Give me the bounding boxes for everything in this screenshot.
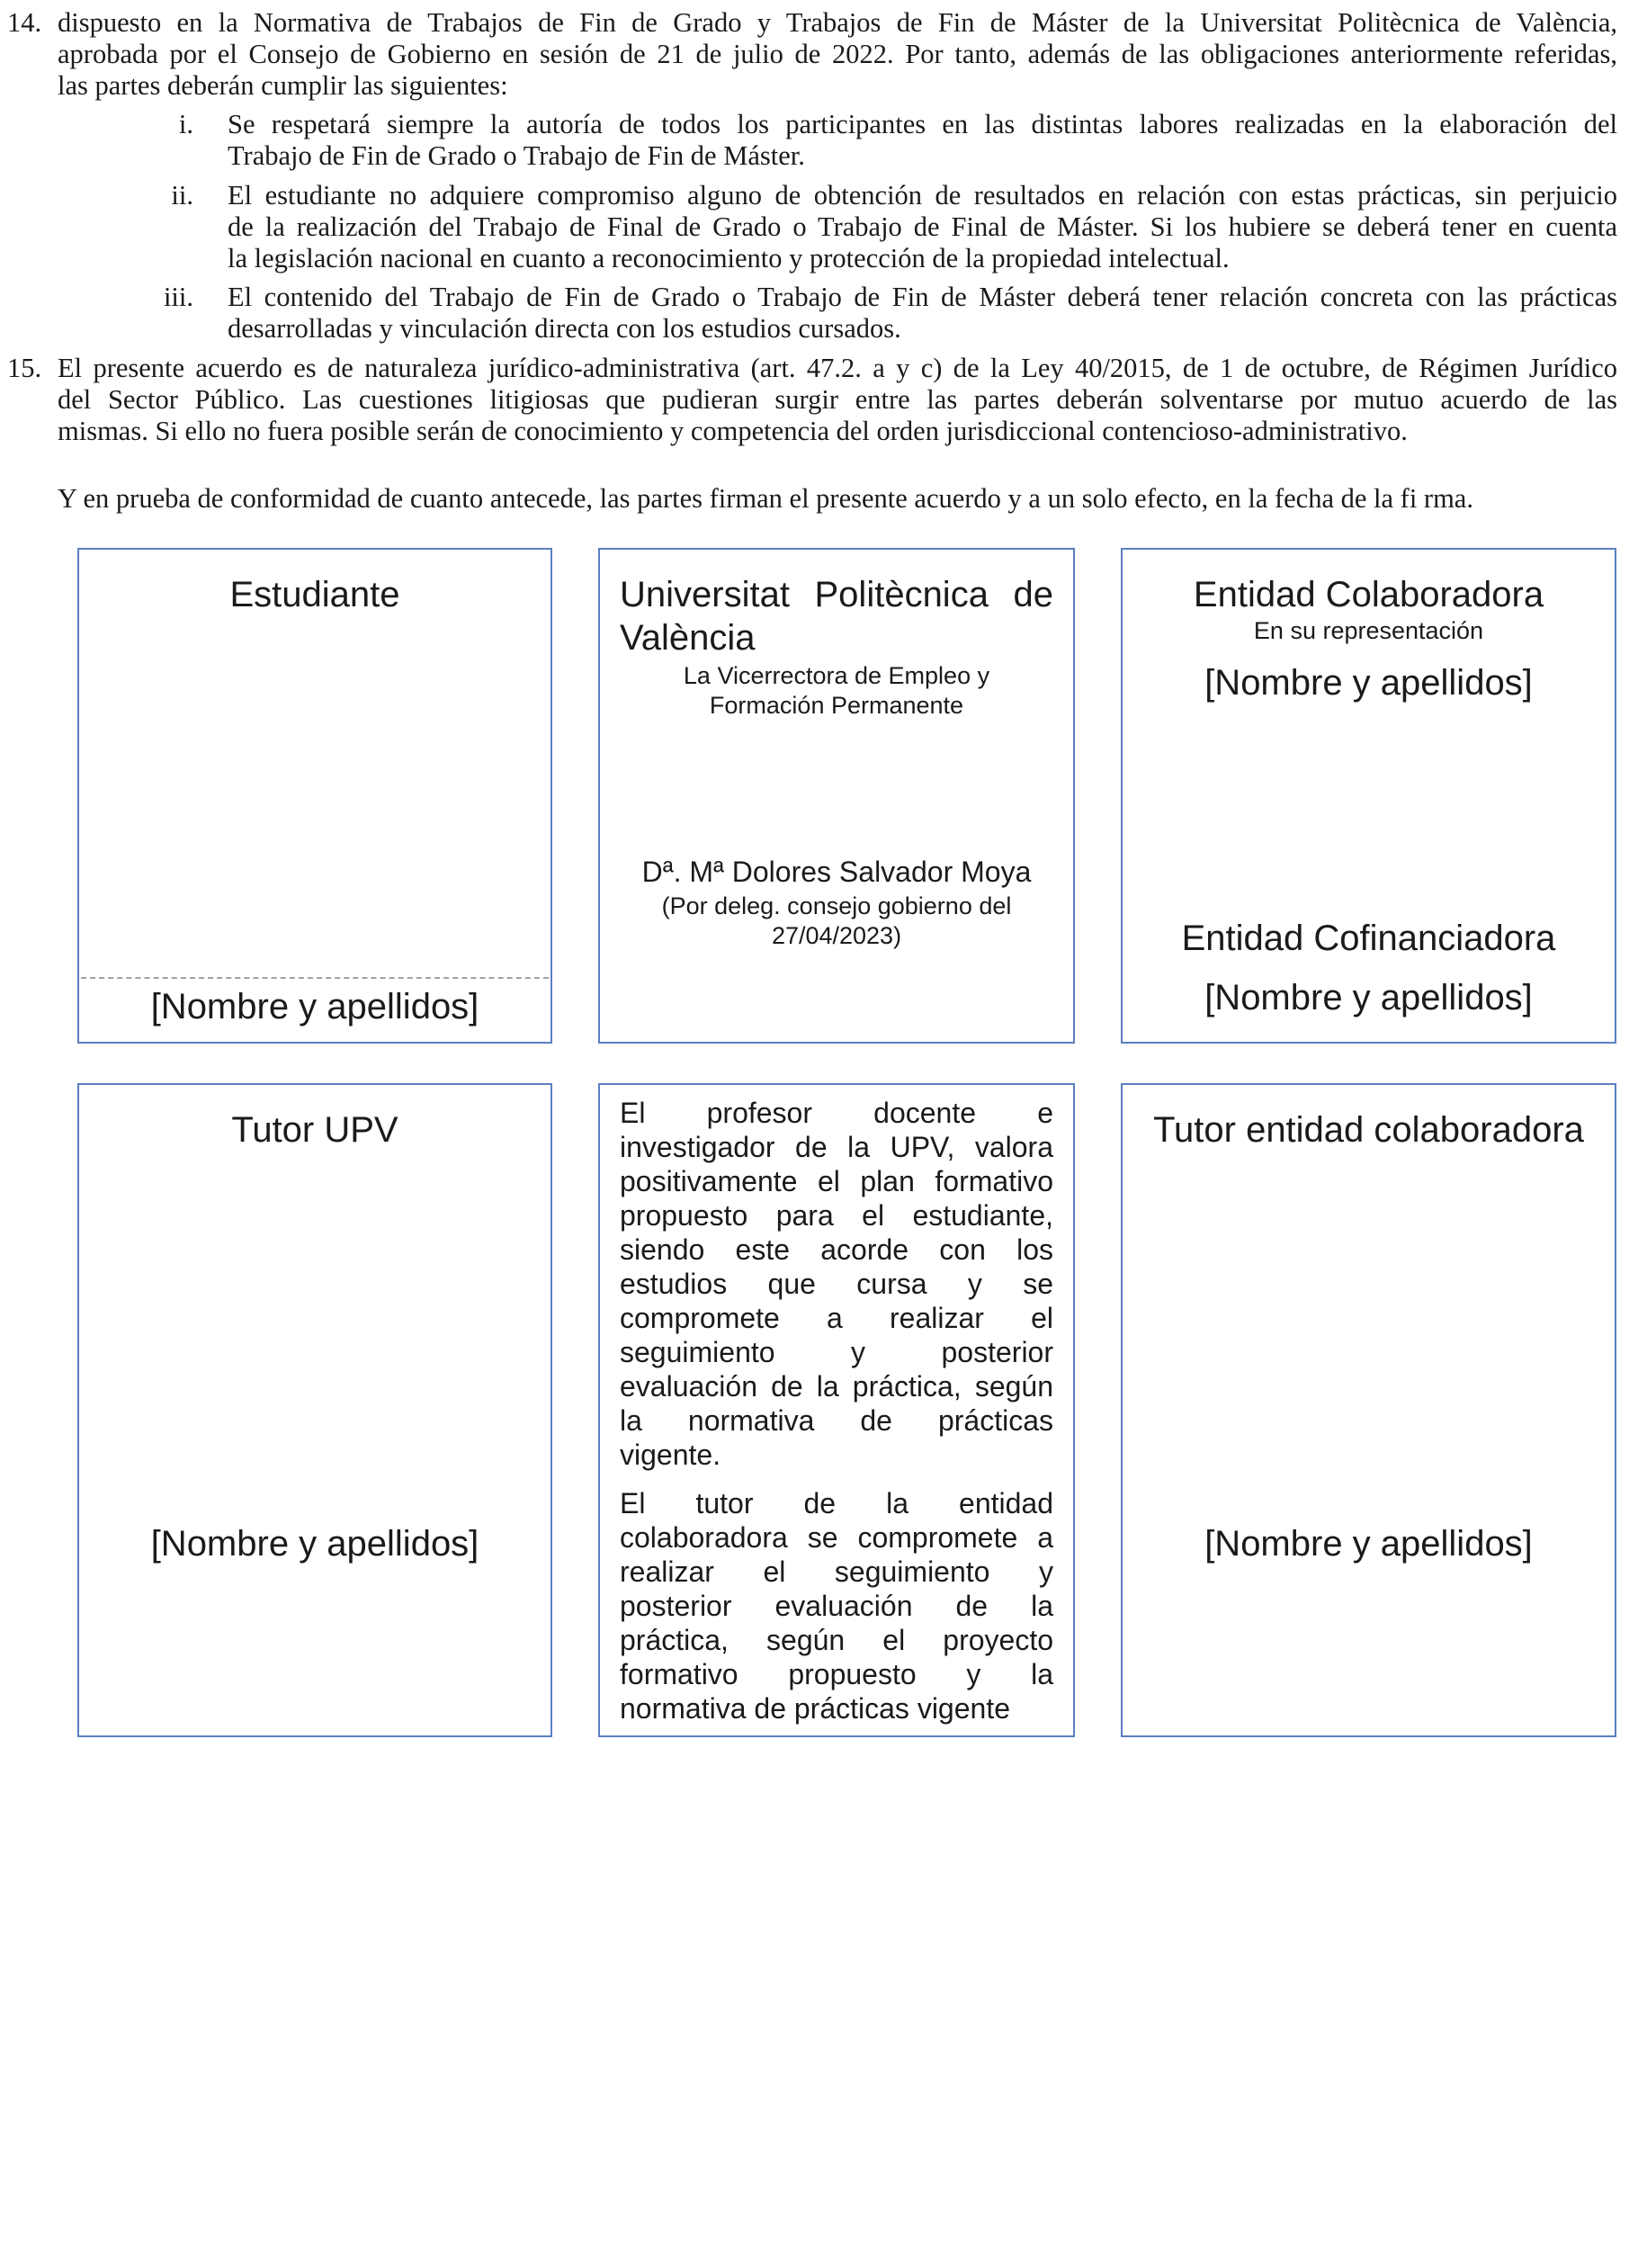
box-subtitle (600, 661, 1073, 721)
statement-line: normativa de prácticas vigente (620, 1692, 1010, 1725)
text-line: del Sector Público. Las cuestiones litigiosas que pudieran surgir entre las partes deberán solventarse por mutuo acuerdo de las (58, 384, 1617, 415)
box-subtitle: En su representación (1253, 617, 1484, 644)
signature-box-tutor-entidad[interactable] (1121, 1083, 1616, 1737)
text-line: las partes deberán cumplir las siguientes: (58, 70, 508, 101)
statement-line: compromete a realizar el (620, 1302, 1053, 1334)
statement-line: colaboradora se compromete a (620, 1521, 1053, 1554)
statement-line: seguimiento y posterior (620, 1336, 1053, 1368)
statement-line: formativo propuesto y la (620, 1658, 1053, 1690)
text-line: desarrolladas y vinculación directa con los estudios cursados. (228, 313, 901, 344)
sub-item-marker: iii. (163, 282, 193, 312)
statement-line: siendo este acorde con los (620, 1233, 1053, 1266)
note-line: 27/04/2023) (771, 922, 902, 949)
signer-name-placeholder: [Nombre y apellidos] (150, 987, 479, 1026)
sub-item-text (228, 109, 1617, 172)
statement-line: El tutor de la entidad (620, 1487, 1053, 1519)
text-line: El contenido del Trabajo de Fin de Grado o Trabajo de Fin de Máster deberá tener relación concreta con las prácticas (228, 282, 1617, 312)
subtitle-line: Formación Permanente (709, 692, 964, 719)
signer-name-placeholder: [Nombre y apellidos] (150, 1524, 479, 1564)
signer-name-placeholder: [Nombre y apellidos] (1204, 663, 1533, 703)
sub-item-text (228, 180, 1617, 274)
subtitle-line: La Vicerrectora de Empleo y (683, 662, 990, 689)
text-line: dispuesto en la Normativa de Trabajos de Fin de Grado y Trabajos de Fin de Máster de la Universitat Politècnica de València, (58, 7, 1617, 38)
signer-name: Dª. Mª Dolores Salvador Moya (641, 856, 1032, 888)
cofinanciadora-title: Entidad Cofinanciadora (1181, 919, 1556, 958)
clause-number: 14. (7, 7, 42, 38)
box-title: Entidad Colaboradora (1193, 575, 1544, 614)
statement-paragraph-2 (620, 1486, 1053, 1726)
statement-line: estudios que cursa y se (620, 1268, 1053, 1300)
signature-box-tutor-upv[interactable] (77, 1083, 552, 1737)
clause-text (58, 7, 1617, 102)
box-title (620, 573, 1053, 659)
text-line: Se respetará siempre la autoría de todos los participantes en las distintas labores realizadas en la elaboración del (228, 109, 1617, 139)
statement-paragraph-1 (620, 1096, 1053, 1472)
box-title: Estudiante (229, 575, 400, 614)
statement-line: realizar el seguimiento y (620, 1555, 1053, 1588)
title-line: València (620, 618, 756, 658)
sub-item-marker: i. (178, 109, 193, 139)
statement-line: propuesto para el estudiante, (620, 1199, 1053, 1232)
statement-line: El profesor docente e (620, 1097, 1053, 1129)
statement-line: evaluación de la práctica, según (620, 1370, 1053, 1403)
text-line: El estudiante no adquiere compromiso alguno de obtención de resultados en relación con estas prácticas, sin perjuicio (228, 180, 1617, 211)
signature-box-estudiante[interactable] (77, 548, 552, 1044)
title-line: Universitat Politècnica de (620, 575, 1053, 614)
statement-line: positivamente el plan formativo (620, 1165, 1053, 1197)
text-line: mismas. Si ello no fuera posible serán de conocimiento y competencia del orden jurisdiccional contencioso-administrativo. (58, 416, 1408, 446)
text-line: de la realización del Trabajo de Final de Grado o Trabajo de Final de Máster. Si los hubiere se deberá tener en cuenta (228, 211, 1617, 242)
tutor-statement-box (598, 1083, 1075, 1737)
clause-number: 15. (7, 353, 42, 383)
delegation-note (600, 892, 1073, 951)
signature-box-upv[interactable] (598, 548, 1075, 1044)
text-line: la legislación nacional en cuanto a reconocimiento y protección de la propiedad intelectual. (228, 243, 1230, 273)
statement-line: práctica, según el proyecto (620, 1624, 1053, 1656)
text-line: aprobada por el Consejo de Gobierno en sesión de 21 de julio de 2022. Por tanto, además de las obligaciones anteriormente referidas, (58, 39, 1617, 69)
signature-box-entidad[interactable] (1121, 548, 1616, 1044)
sub-item-marker: ii. (171, 180, 193, 211)
statement-line: la normativa de prácticas (620, 1404, 1053, 1437)
clause-text (58, 353, 1617, 447)
note-line: (Por deleg. consejo gobierno del (661, 892, 1012, 919)
text-line: El presente acuerdo es de naturaleza jurídico-administrativa (art. 47.2. a y c) de la Ley 40/2015, de 1 de octubre, de Régimen Jurídico (58, 353, 1617, 383)
box-title: Tutor entidad colaboradora (1153, 1110, 1584, 1150)
cofinanciadora-name-placeholder: [Nombre y apellidos] (1204, 978, 1533, 1017)
signer-name-placeholder: [Nombre y apellidos] (1204, 1524, 1533, 1564)
statement-line: investigador de la UPV, valora (620, 1131, 1053, 1163)
statement-line: vigente. (620, 1439, 721, 1471)
closing-statement: Y en prueba de conformidad de cuanto antecede, las partes firman el presente acuerdo y a un solo efecto, en la fecha de la fi rma. (58, 483, 1473, 514)
box-title: Tutor UPV (231, 1110, 398, 1150)
sub-item-text (228, 282, 1617, 345)
signature-line (81, 977, 549, 979)
statement-line: posterior evaluación de la (620, 1590, 1053, 1622)
text-line: Trabajo de Fin de Grado o Trabajo de Fin de Máster. (228, 140, 805, 171)
